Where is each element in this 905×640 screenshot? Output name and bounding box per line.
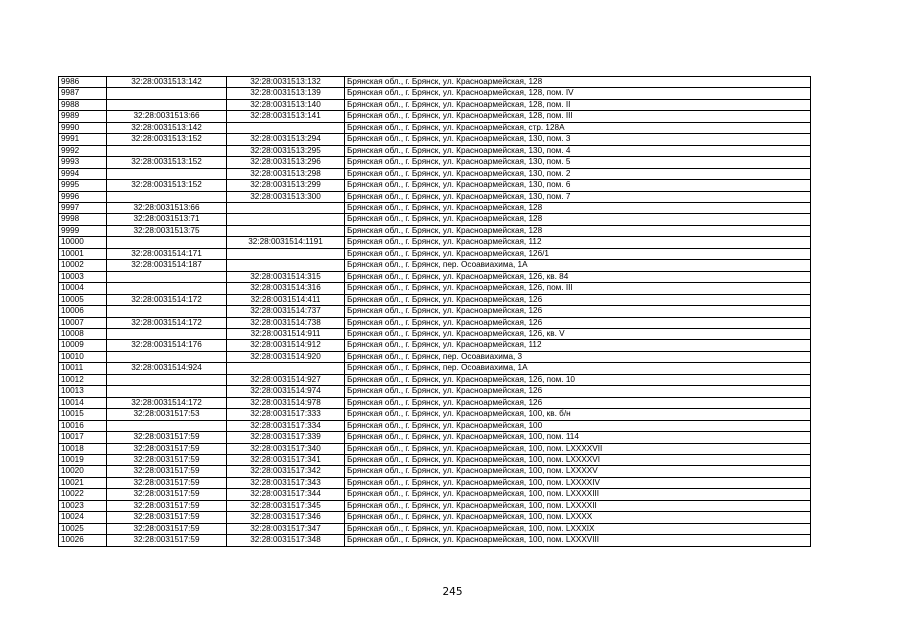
row-number-cell: 10008	[59, 328, 107, 339]
row-number-cell: 10017	[59, 432, 107, 443]
row-number-cell: 10004	[59, 283, 107, 294]
address-cell: Брянская обл., г. Брянск, ул. Красноармейская, 130, пом. 7	[345, 191, 811, 202]
table-row	[59, 283, 811, 294]
table-row	[59, 317, 811, 328]
table-row	[59, 191, 811, 202]
object-cadastral-number-cell	[227, 225, 345, 236]
object-cadastral-number-cell: 32:28:0031517:347	[227, 523, 345, 534]
address-cell: Брянская обл., г. Брянск, ул. Красноармейская, 130, пом. 3	[345, 134, 811, 145]
land-cadastral-number-cell	[107, 386, 227, 397]
land-cadastral-number-cell: 32:28:0031517:59	[107, 466, 227, 477]
address-cell: Брянская обл., г. Брянск, ул. Красноармейская, 128	[345, 202, 811, 213]
address-cell: Брянская обл., г. Брянск, ул. Красноармейская, 112	[345, 340, 811, 351]
table-row	[59, 306, 811, 317]
object-cadastral-number-cell: 32:28:0031514:978	[227, 397, 345, 408]
object-cadastral-number-cell: 32:28:0031514:974	[227, 386, 345, 397]
land-cadastral-number-cell	[107, 99, 227, 110]
table-row	[59, 523, 811, 534]
table-row	[59, 134, 811, 145]
object-cadastral-number-cell: 32:28:0031514:738	[227, 317, 345, 328]
row-number-cell: 9987	[59, 88, 107, 99]
object-cadastral-number-cell: 32:28:0031517:344	[227, 489, 345, 500]
table-row	[59, 535, 811, 546]
row-number-cell: 9998	[59, 214, 107, 225]
land-cadastral-number-cell	[107, 237, 227, 248]
land-cadastral-number-cell: 32:28:0031517:59	[107, 489, 227, 500]
land-cadastral-number-cell: 32:28:0031517:59	[107, 535, 227, 546]
address-cell: Брянская обл., г. Брянск, ул. Красноармейская, 100, пом. LXXXVIII	[345, 535, 811, 546]
land-cadastral-number-cell	[107, 374, 227, 385]
table-row	[59, 145, 811, 156]
cadastral-table-body	[59, 77, 811, 547]
address-cell: Брянская обл., г. Брянск, ул. Красноармейская, 100, пом. LXXXIX	[345, 523, 811, 534]
object-cadastral-number-cell: 32:28:0031517:341	[227, 454, 345, 465]
table-row	[59, 397, 811, 408]
table-row	[59, 77, 811, 88]
land-cadastral-number-cell	[107, 88, 227, 99]
row-number-cell: 10022	[59, 489, 107, 500]
table-row	[59, 409, 811, 420]
address-cell: Брянская обл., г. Брянск, ул. Красноармейская, 126	[345, 306, 811, 317]
row-number-cell: 10010	[59, 351, 107, 362]
land-cadastral-number-cell	[107, 420, 227, 431]
table-row	[59, 180, 811, 191]
land-cadastral-number-cell: 32:28:0031514:172	[107, 294, 227, 305]
land-cadastral-number-cell	[107, 351, 227, 362]
row-number-cell: 10005	[59, 294, 107, 305]
table-row	[59, 99, 811, 110]
address-cell: Брянская обл., г. Брянск, ул. Красноармейская, 100, пом. LXXXXVII	[345, 443, 811, 454]
table-row	[59, 340, 811, 351]
address-cell: Брянская обл., г. Брянск, ул. Красноармейская, 128, пом. II	[345, 99, 811, 110]
object-cadastral-number-cell: 32:28:0031513:295	[227, 145, 345, 156]
land-cadastral-number-cell: 32:28:0031513:152	[107, 157, 227, 168]
object-cadastral-number-cell: 32:28:0031517:334	[227, 420, 345, 431]
row-number-cell: 10007	[59, 317, 107, 328]
object-cadastral-number-cell: 32:28:0031513:141	[227, 111, 345, 122]
table-row	[59, 248, 811, 259]
address-cell: Брянская обл., г. Брянск, ул. Красноармейская, 100, пом. LXXXX	[345, 512, 811, 523]
address-cell: Брянская обл., г. Брянск, ул. Красноармейская, 100, пом. LXXXXII	[345, 500, 811, 511]
table-row	[59, 374, 811, 385]
address-cell: Брянская обл., г. Брянск, ул. Красноармейская, 126	[345, 294, 811, 305]
address-cell: Брянская обл., г. Брянск, ул. Красноармейская, 130, пом. 5	[345, 157, 811, 168]
address-cell: Брянская обл., г. Брянск, пер. Осоавиахима, 1А	[345, 260, 811, 271]
object-cadastral-number-cell: 32:28:0031517:339	[227, 432, 345, 443]
object-cadastral-number-cell: 32:28:0031514:912	[227, 340, 345, 351]
address-cell: Брянская обл., г. Брянск, ул. Красноармейская, 100, пом. 114	[345, 432, 811, 443]
row-number-cell: 10023	[59, 500, 107, 511]
page-number: 245	[442, 586, 463, 598]
row-number-cell: 10015	[59, 409, 107, 420]
row-number-cell: 9992	[59, 145, 107, 156]
table-row	[59, 237, 811, 248]
land-cadastral-number-cell: 32:28:0031514:176	[107, 340, 227, 351]
object-cadastral-number-cell: 32:28:0031513:299	[227, 180, 345, 191]
address-cell: Брянская обл., г. Брянск, ул. Красноармейская, 112	[345, 237, 811, 248]
address-cell: Брянская обл., г. Брянск, ул. Красноармейская, 100	[345, 420, 811, 431]
row-number-cell: 10013	[59, 386, 107, 397]
row-number-cell: 9993	[59, 157, 107, 168]
object-cadastral-number-cell: 32:28:0031517:346	[227, 512, 345, 523]
object-cadastral-number-cell	[227, 202, 345, 213]
address-cell: Брянская обл., г. Брянск, ул. Красноармейская, 128	[345, 214, 811, 225]
address-cell: Брянская обл., г. Брянск, ул. Красноармейская, 126/1	[345, 248, 811, 259]
row-number-cell: 10000	[59, 237, 107, 248]
object-cadastral-number-cell: 32:28:0031514:911	[227, 328, 345, 339]
object-cadastral-number-cell: 32:28:0031517:333	[227, 409, 345, 420]
table-row	[59, 260, 811, 271]
land-cadastral-number-cell: 32:28:0031517:59	[107, 432, 227, 443]
address-cell: Брянская обл., г. Брянск, пер. Осоавиахима, 3	[345, 351, 811, 362]
land-cadastral-number-cell	[107, 191, 227, 202]
object-cadastral-number-cell: 32:28:0031513:294	[227, 134, 345, 145]
object-cadastral-number-cell: 32:28:0031513:139	[227, 88, 345, 99]
land-cadastral-number-cell: 32:28:0031517:59	[107, 454, 227, 465]
land-cadastral-number-cell: 32:28:0031513:66	[107, 111, 227, 122]
object-cadastral-number-cell: 32:28:0031517:343	[227, 477, 345, 488]
address-cell: Брянская обл., г. Брянск, ул. Красноармейская, 126, пом. III	[345, 283, 811, 294]
table-row	[59, 386, 811, 397]
object-cadastral-number-cell: 32:28:0031514:737	[227, 306, 345, 317]
row-number-cell: 10016	[59, 420, 107, 431]
land-cadastral-number-cell	[107, 306, 227, 317]
land-cadastral-number-cell	[107, 145, 227, 156]
address-cell: Брянская обл., г. Брянск, ул. Красноармейская, 126	[345, 397, 811, 408]
table-row	[59, 202, 811, 213]
row-number-cell: 10011	[59, 363, 107, 374]
row-number-cell: 10019	[59, 454, 107, 465]
land-cadastral-number-cell: 32:28:0031513:152	[107, 134, 227, 145]
address-cell: Брянская обл., г. Брянск, ул. Красноармейская, 130, пом. 4	[345, 145, 811, 156]
table-row	[59, 294, 811, 305]
land-cadastral-number-cell: 32:28:0031514:172	[107, 397, 227, 408]
land-cadastral-number-cell	[107, 283, 227, 294]
address-cell: Брянская обл., г. Брянск, ул. Красноармейская, 100, пом. LXXXXVI	[345, 454, 811, 465]
land-cadastral-number-cell: 32:28:0031513:75	[107, 225, 227, 236]
address-cell: Брянская обл., г. Брянск, ул. Красноармейская, 126, кв. 84	[345, 271, 811, 282]
land-cadastral-number-cell: 32:28:0031514:171	[107, 248, 227, 259]
object-cadastral-number-cell: 32:28:0031514:1191	[227, 237, 345, 248]
land-cadastral-number-cell: 32:28:0031517:53	[107, 409, 227, 420]
address-cell: Брянская обл., г. Брянск, ул. Красноармейская, 130, пом. 6	[345, 180, 811, 191]
table-row	[59, 466, 811, 477]
object-cadastral-number-cell: 32:28:0031517:345	[227, 500, 345, 511]
table-row	[59, 168, 811, 179]
address-cell: Брянская обл., г. Брянск, ул. Красноармейская, стр. 128А	[345, 122, 811, 133]
row-number-cell: 9990	[59, 122, 107, 133]
row-number-cell: 9995	[59, 180, 107, 191]
row-number-cell: 9989	[59, 111, 107, 122]
land-cadastral-number-cell	[107, 328, 227, 339]
table-row	[59, 477, 811, 488]
row-number-cell: 10024	[59, 512, 107, 523]
object-cadastral-number-cell: 32:28:0031514:411	[227, 294, 345, 305]
object-cadastral-number-cell: 32:28:0031517:342	[227, 466, 345, 477]
land-cadastral-number-cell: 32:28:0031517:59	[107, 523, 227, 534]
row-number-cell: 10003	[59, 271, 107, 282]
row-number-cell: 9999	[59, 225, 107, 236]
table-row	[59, 351, 811, 362]
object-cadastral-number-cell: 32:28:0031514:920	[227, 351, 345, 362]
row-number-cell: 10002	[59, 260, 107, 271]
row-number-cell: 10014	[59, 397, 107, 408]
address-cell: Брянская обл., г. Брянск, ул. Красноармейская, 100, кв. б/н	[345, 409, 811, 420]
address-cell: Брянская обл., г. Брянск, ул. Красноармейская, 126	[345, 317, 811, 328]
object-cadastral-number-cell: 32:28:0031514:315	[227, 271, 345, 282]
row-number-cell: 10026	[59, 535, 107, 546]
address-cell: Брянская обл., г. Брянск, ул. Красноармейская, 130, пом. 2	[345, 168, 811, 179]
land-cadastral-number-cell: 32:28:0031513:66	[107, 202, 227, 213]
land-cadastral-number-cell: 32:28:0031517:59	[107, 512, 227, 523]
row-number-cell: 10025	[59, 523, 107, 534]
land-cadastral-number-cell: 32:28:0031517:59	[107, 500, 227, 511]
address-cell: Брянская обл., г. Брянск, ул. Красноармейская, 100, пом. LXXXXV	[345, 466, 811, 477]
row-number-cell: 9986	[59, 77, 107, 88]
object-cadastral-number-cell: 32:28:0031513:132	[227, 77, 345, 88]
land-cadastral-number-cell: 32:28:0031514:172	[107, 317, 227, 328]
table-row	[59, 328, 811, 339]
land-cadastral-number-cell	[107, 168, 227, 179]
object-cadastral-number-cell: 32:28:0031514:316	[227, 283, 345, 294]
row-number-cell: 10006	[59, 306, 107, 317]
object-cadastral-number-cell	[227, 248, 345, 259]
land-cadastral-number-cell: 32:28:0031513:142	[107, 77, 227, 88]
table-row	[59, 271, 811, 282]
table-row	[59, 225, 811, 236]
table-row	[59, 214, 811, 225]
object-cadastral-number-cell	[227, 260, 345, 271]
row-number-cell: 10020	[59, 466, 107, 477]
land-cadastral-number-cell: 32:28:0031513:71	[107, 214, 227, 225]
land-cadastral-number-cell: 32:28:0031517:59	[107, 477, 227, 488]
address-cell: Брянская обл., г. Брянск, ул. Красноармейская, 126	[345, 386, 811, 397]
row-number-cell: 10021	[59, 477, 107, 488]
land-cadastral-number-cell	[107, 271, 227, 282]
object-cadastral-number-cell: 32:28:0031517:348	[227, 535, 345, 546]
row-number-cell: 10009	[59, 340, 107, 351]
table-row	[59, 88, 811, 99]
table-row	[59, 500, 811, 511]
land-cadastral-number-cell: 32:28:0031513:142	[107, 122, 227, 133]
object-cadastral-number-cell: 32:28:0031513:300	[227, 191, 345, 202]
object-cadastral-number-cell	[227, 214, 345, 225]
object-cadastral-number-cell: 32:28:0031513:298	[227, 168, 345, 179]
row-number-cell: 9994	[59, 168, 107, 179]
land-cadastral-number-cell: 32:28:0031514:187	[107, 260, 227, 271]
address-cell: Брянская обл., г. Брянск, ул. Красноармейская, 126, кв. V	[345, 328, 811, 339]
object-cadastral-number-cell: 32:28:0031513:296	[227, 157, 345, 168]
row-number-cell: 10018	[59, 443, 107, 454]
row-number-cell: 9997	[59, 202, 107, 213]
address-cell: Брянская обл., г. Брянск, пер. Осоавиахима, 1А	[345, 363, 811, 374]
table-row	[59, 512, 811, 523]
address-cell: Брянская обл., г. Брянск, ул. Красноармейская, 128	[345, 77, 811, 88]
row-number-cell: 10001	[59, 248, 107, 259]
address-cell: Брянская обл., г. Брянск, ул. Красноармейская, 128, пом. IV	[345, 88, 811, 99]
table-row	[59, 489, 811, 500]
land-cadastral-number-cell: 32:28:0031517:59	[107, 443, 227, 454]
table-row	[59, 122, 811, 133]
table-row	[59, 454, 811, 465]
row-number-cell: 10012	[59, 374, 107, 385]
cadastral-table	[58, 76, 811, 547]
object-cadastral-number-cell: 32:28:0031514:927	[227, 374, 345, 385]
object-cadastral-number-cell: 32:28:0031517:340	[227, 443, 345, 454]
row-number-cell: 9996	[59, 191, 107, 202]
table-row	[59, 443, 811, 454]
table-row	[59, 420, 811, 431]
object-cadastral-number-cell	[227, 122, 345, 133]
object-cadastral-number-cell	[227, 363, 345, 374]
land-cadastral-number-cell: 32:28:0031514:924	[107, 363, 227, 374]
address-cell: Брянская обл., г. Брянск, ул. Красноармейская, 100, пом. LXXXXIII	[345, 489, 811, 500]
address-cell: Брянская обл., г. Брянск, ул. Красноармейская, 128	[345, 225, 811, 236]
address-cell: Брянская обл., г. Брянск, ул. Красноармейская, 126, пом. 10	[345, 374, 811, 385]
table-row	[59, 363, 811, 374]
land-cadastral-number-cell: 32:28:0031513:152	[107, 180, 227, 191]
table-row	[59, 111, 811, 122]
table-row	[59, 432, 811, 443]
address-cell: Брянская обл., г. Брянск, ул. Красноармейская, 100, пом. LXXXXIV	[345, 477, 811, 488]
object-cadastral-number-cell: 32:28:0031513:140	[227, 99, 345, 110]
address-cell: Брянская обл., г. Брянск, ул. Красноармейская, 128, пом. III	[345, 111, 811, 122]
table-row	[59, 157, 811, 168]
row-number-cell: 9991	[59, 134, 107, 145]
row-number-cell: 9988	[59, 99, 107, 110]
